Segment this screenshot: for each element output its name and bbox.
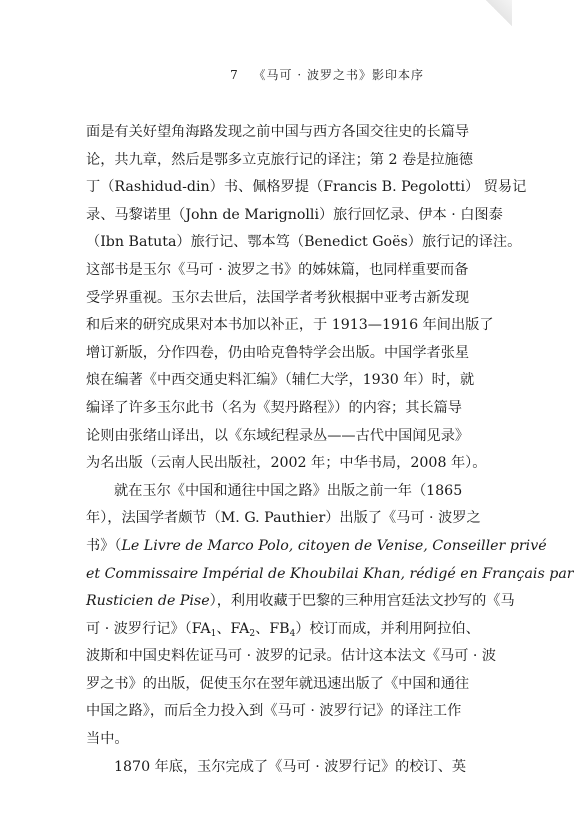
text-line bbox=[86, 616, 480, 644]
text-segment: 、FA bbox=[216, 620, 250, 637]
text-line: 烺在编著《中西交通史料汇编》（辅仁大学，1930 年）时，就 bbox=[86, 372, 475, 389]
text-line: 中国之路》，而后全力投入到《马可 · 波罗行记》的译注工作 bbox=[86, 703, 462, 720]
text-line-paragraph-start: 就在玉尔《中国和通往中国之路》出版之前一年（1865 bbox=[114, 482, 463, 499]
book-title-italic: Rusticien de Pise bbox=[86, 593, 210, 610]
running-header bbox=[230, 66, 424, 83]
text-line bbox=[86, 533, 547, 561]
book-title-italic: Le Livre de Marco Polo, citoyen de Venise, Conseiller privé bbox=[121, 537, 547, 554]
text-line: 波斯和中国史料佐证马可 · 波罗的记录。估计这本法文《马可 · 波 bbox=[86, 648, 497, 665]
text-line-paragraph-end: 当中。 bbox=[86, 731, 129, 748]
text-line: 增订新版，分作四卷，仍由哈克鲁特学会出版。中国学者张星 bbox=[86, 344, 470, 361]
body-text bbox=[86, 119, 574, 781]
text-line: 录、马黎诺里（John de Marignolli）旅行回忆录、伊本 · 白图泰 bbox=[86, 206, 503, 223]
text-line: （Ibn Batuta）旅行记、鄂本笃（Benedict Goës）旅行记的译注。 bbox=[86, 234, 522, 251]
page-corner-fold bbox=[486, 0, 512, 26]
text-line: 受学界重视。玉尔去世后，法国学者考狄根据中亚考古新发现 bbox=[86, 289, 470, 306]
book-title-italic-line: et Commissaire Impérial de Khoubilai Khan, rédigé en Français par bbox=[86, 565, 574, 582]
text-line-paragraph-end: 为名出版（云南人民出版社，2002 年；中华书局，2008 年）。 bbox=[86, 455, 487, 472]
text-line: 论，共九章，然后是鄂多立克旅行记的译注；第 2 卷是拉施德 bbox=[86, 151, 473, 168]
text-line bbox=[86, 588, 515, 616]
subscript: 1 bbox=[210, 628, 217, 639]
text-line: 编译了许多玉尔此书（名为《契丹路程》）的内容；其长篇导 bbox=[86, 399, 462, 416]
text-line: 论则由张绪山译出，以《东域纪程录丛——古代中国闻见录》 bbox=[86, 427, 470, 444]
text-line: 面是有关好望角海路发现之前中国与西方各国交往史的长篇导 bbox=[86, 124, 470, 140]
text-line: 这部书是玉尔《马可 · 波罗之书》的姊妹篇，也同样重要而备 bbox=[86, 261, 469, 278]
text-segment: 、FB bbox=[255, 620, 290, 637]
text-segment: ），利用收藏于巴黎的三种用宫廷法文抄写的《马 bbox=[209, 593, 515, 610]
text-segment: 书》（ bbox=[86, 537, 122, 554]
subscript: 2 bbox=[249, 628, 256, 639]
text-line: 罗之书》的出版，促使玉尔在翌年就迅速出版了《中国和通往 bbox=[86, 675, 470, 692]
text-line: 丁（Rashidud-din）书、佩格罗提（Francis B. Pegolotti） 贸易记 bbox=[86, 179, 527, 196]
text-segment: 可 · 波罗行记》（FA bbox=[86, 620, 211, 637]
text-segment: ）校订而成，并利用阿拉伯、 bbox=[295, 620, 480, 637]
text-line-paragraph-start: 1870 年底，玉尔完成了《马可 · 波罗行记》的校订、英 bbox=[114, 758, 467, 775]
text-line: 年），法国学者颇节（M. G. Pauthier）出版了《马可 · 波罗之 bbox=[86, 510, 481, 527]
page-number: 7 bbox=[230, 68, 239, 82]
subscript: 4 bbox=[289, 628, 296, 639]
text-line: 和后来的研究成果对本书加以补正，于 1913—1916 年间出版了 bbox=[86, 317, 494, 334]
running-header-title: 《马可 · 波罗之书》影印本序 bbox=[253, 68, 424, 82]
